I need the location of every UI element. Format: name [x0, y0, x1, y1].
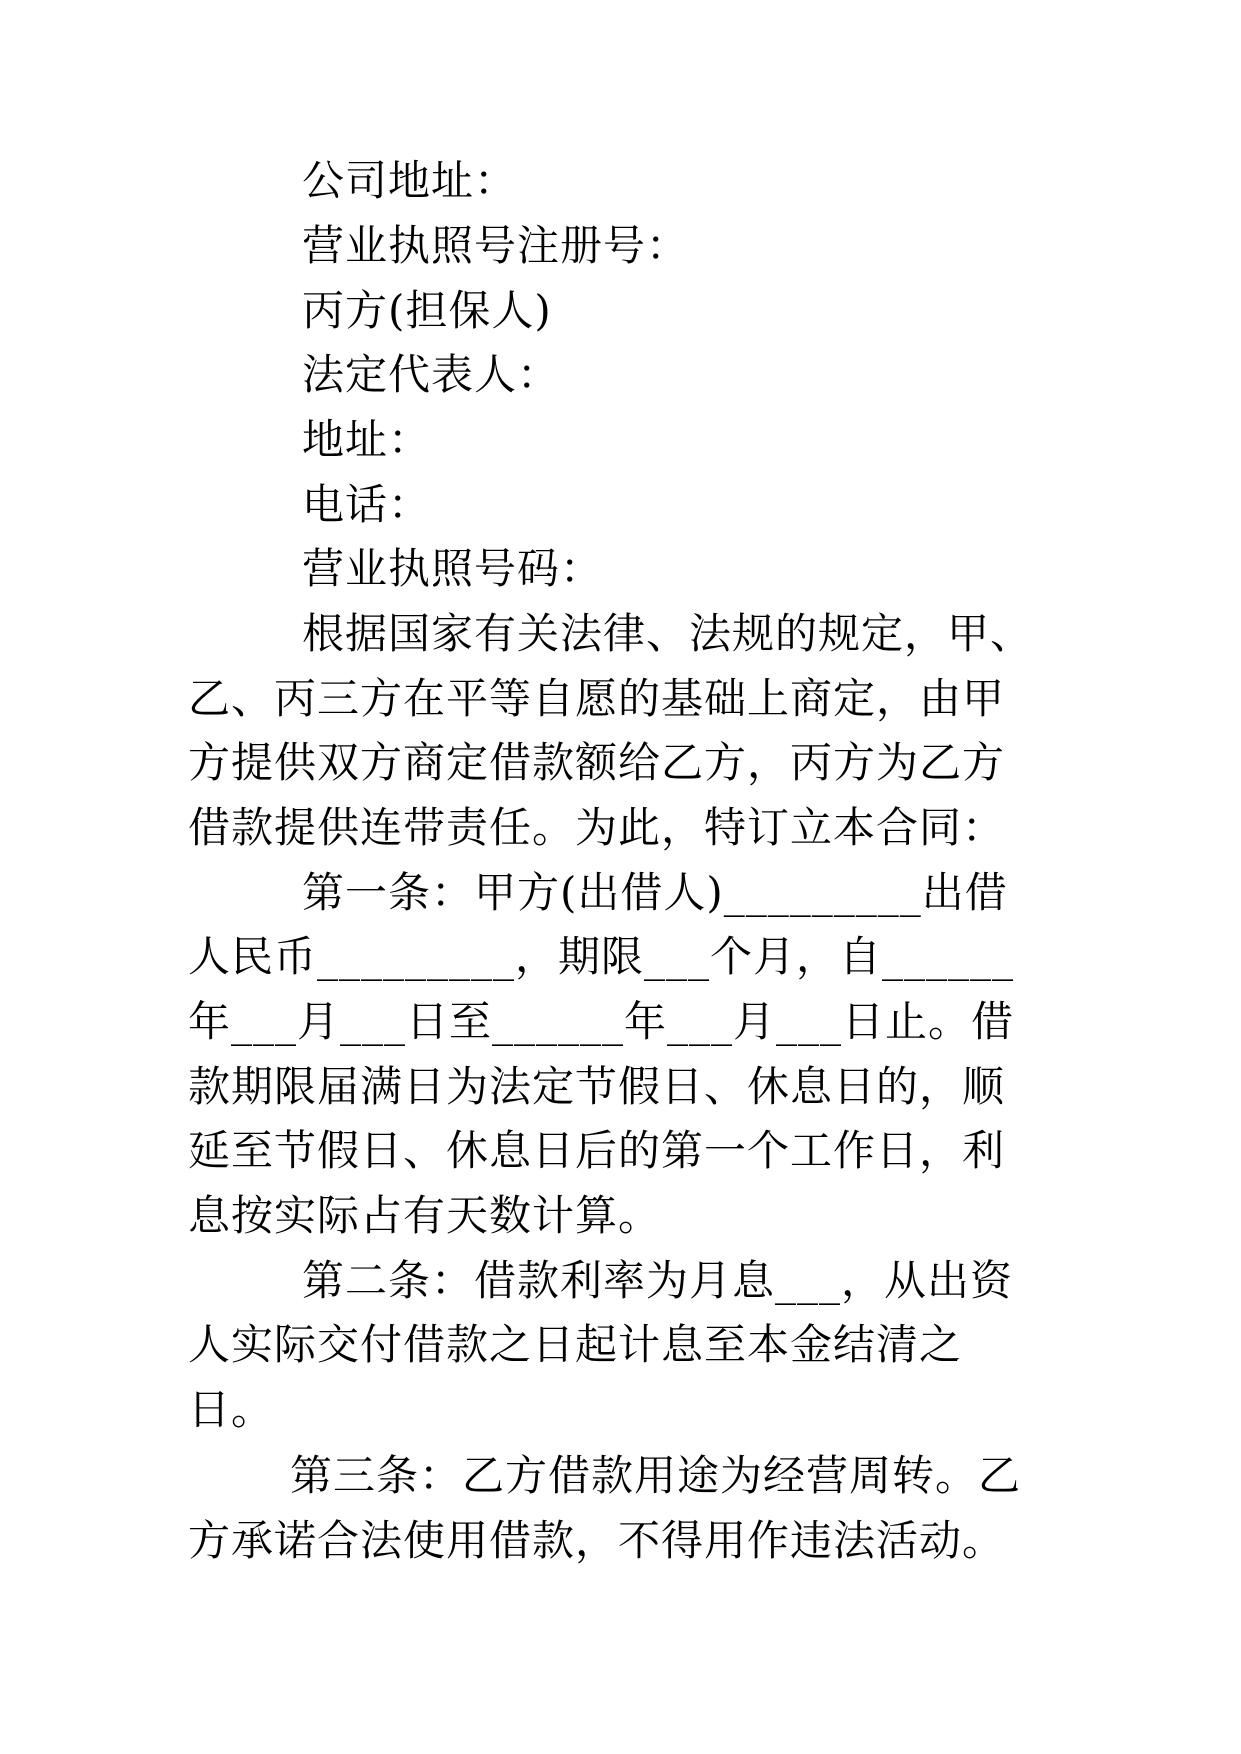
- article-two-line: 人实际交付借款之日起计息至本金结清之: [188, 1320, 963, 1369]
- address-label: 地址：: [302, 415, 432, 464]
- party-c-guarantor-heading: 丙方(担保人): [302, 286, 552, 335]
- company-address-label: 公司地址：: [302, 156, 518, 205]
- legal-representative-label: 法定代表人：: [302, 350, 561, 399]
- article-one-line: 人民币_________，期限___个月，自______: [188, 932, 1015, 981]
- article-one-line: 息按实际占有天数计算。: [188, 1191, 662, 1240]
- article-one-line: 延至节假日、休息日后的第一个工作日，利: [188, 1126, 1006, 1175]
- preamble-line: 根据国家有关法律、法规的规定，甲、: [302, 609, 1034, 658]
- article-two-line: 第二条：借款利率为月息___，从出资: [302, 1256, 1014, 1305]
- business-license-number-label: 营业执照号码：: [302, 544, 604, 593]
- preamble-line: 借款提供连带责任。为此，特订立本合同：: [188, 803, 1006, 852]
- article-one-line: 款期限届满日为法定节假日、休息日的，顺: [188, 1062, 1006, 1111]
- article-one-line: 年___月___日至______年___月___日止。借: [188, 997, 1015, 1046]
- article-three-line: 方承诺合法使用借款，不得用作违法活动。: [188, 1516, 1006, 1565]
- preamble-line: 乙、丙三方在平等自愿的基础上商定，由甲: [188, 674, 1006, 723]
- article-three-line: 第三条：乙方借款用途为经营周转。乙: [290, 1451, 1022, 1500]
- article-one-line: 第一条：甲方(出借人)_________出借: [302, 868, 1008, 917]
- article-two-line: 日。: [188, 1385, 275, 1434]
- business-license-registration-label: 营业执照号注册号：: [302, 221, 690, 270]
- preamble-line: 方提供双方商定借款额给乙方，丙方为乙方: [188, 738, 1006, 787]
- phone-label: 电话：: [302, 480, 432, 529]
